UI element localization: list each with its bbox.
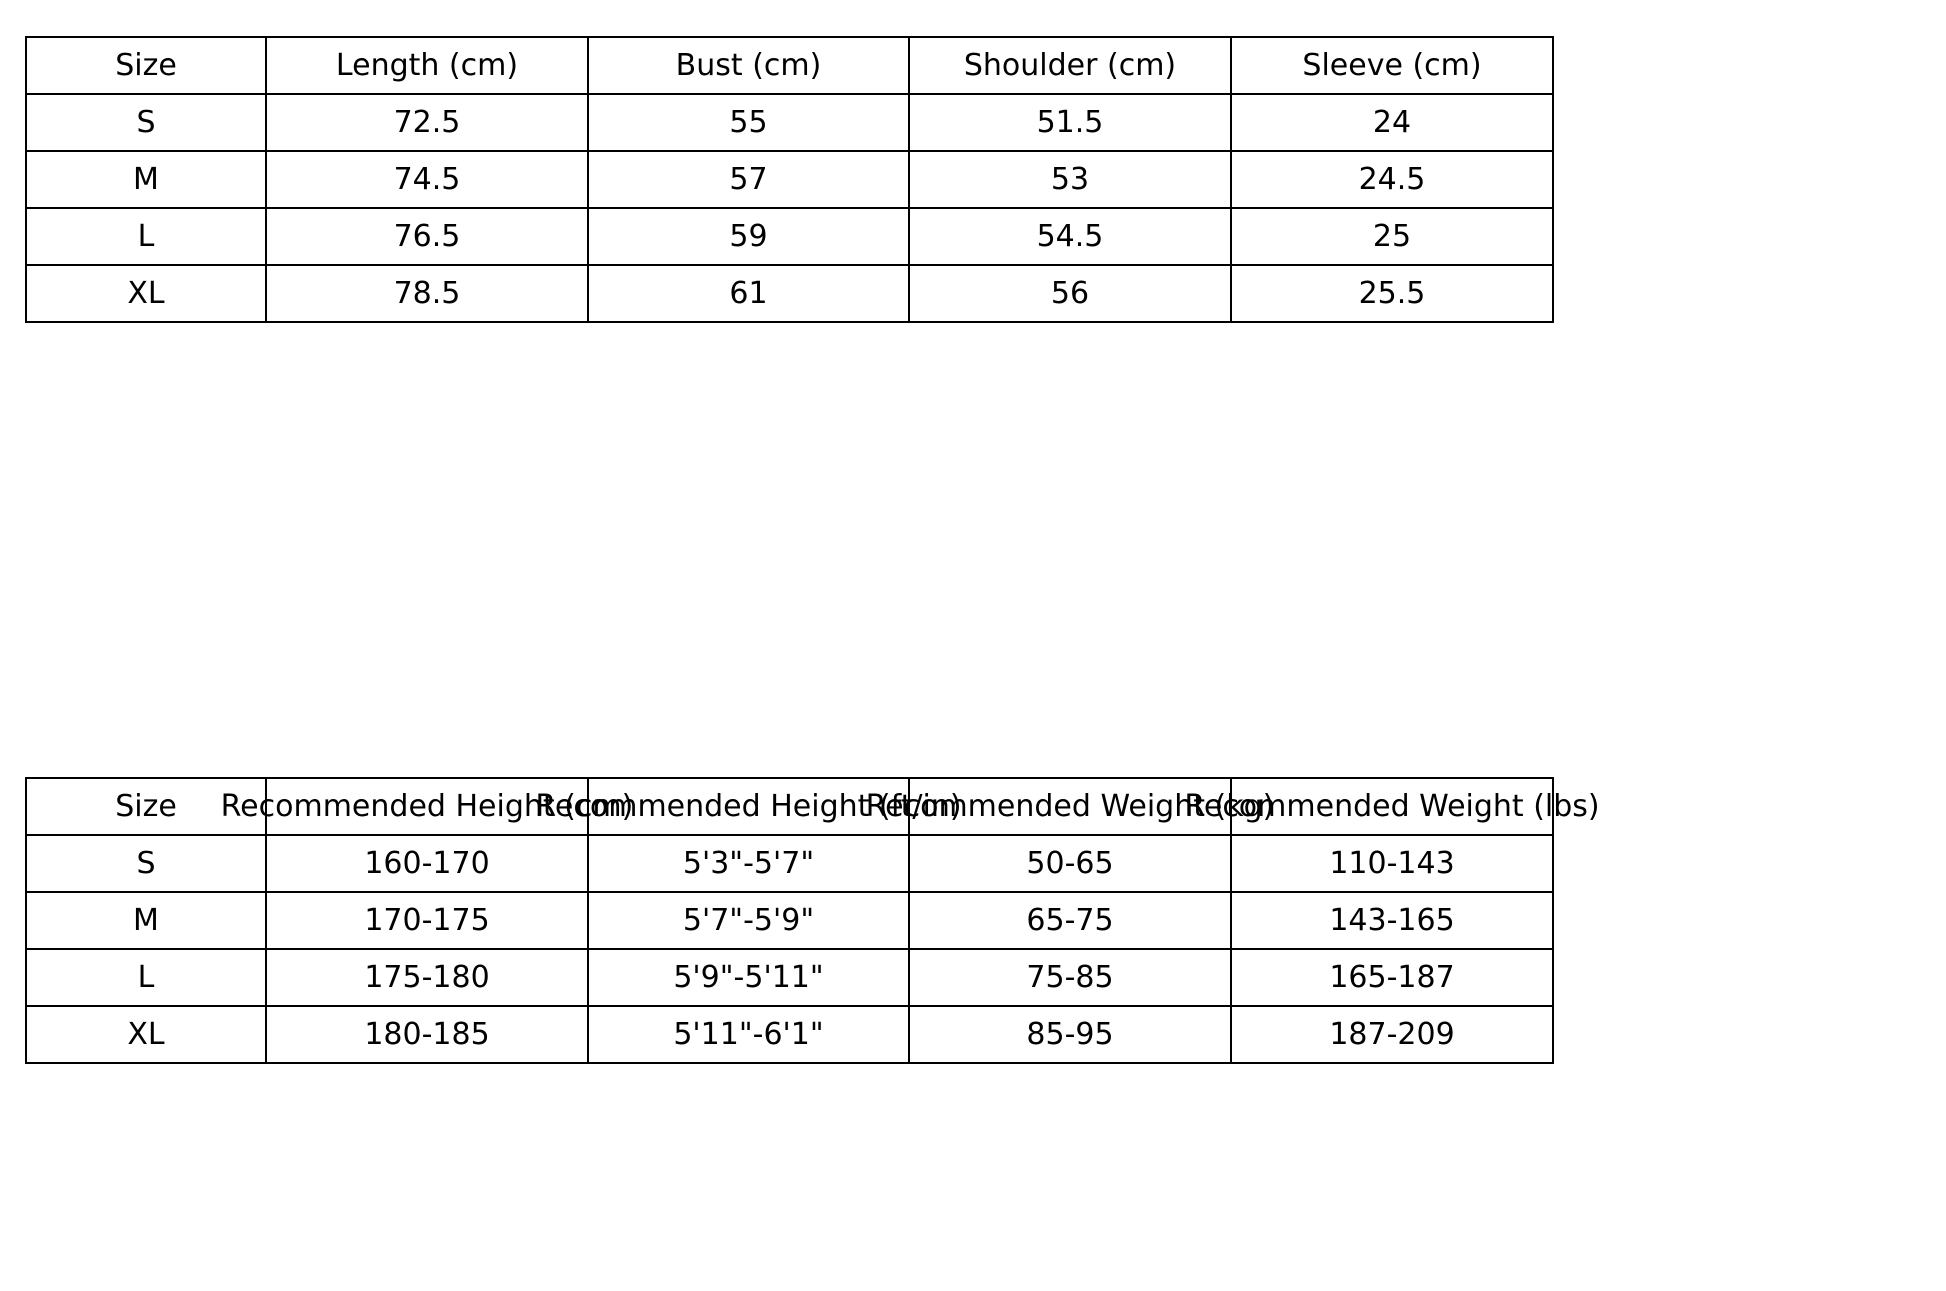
cell-sleeve: 24: [1231, 94, 1553, 151]
cell-size: M: [26, 151, 266, 208]
cell-height-ftin: 5'11"-6'1": [588, 1006, 909, 1063]
table-header-row: [26, 778, 1553, 835]
cell-height-ftin: 5'3"-5'7": [588, 835, 909, 892]
table-row: [26, 892, 1553, 949]
cell-size: L: [26, 208, 266, 265]
cell-weight-lbs: 143-165: [1231, 892, 1553, 949]
cell-height-cm: 175-180: [266, 949, 588, 1006]
table-row: [26, 208, 1553, 265]
column-header-length: Length (cm): [266, 37, 588, 94]
cell-height-cm: 180-185: [266, 1006, 588, 1063]
cell-sleeve: 25: [1231, 208, 1553, 265]
cell-weight-kg: 50-65: [909, 835, 1231, 892]
cell-length: 78.5: [266, 265, 588, 322]
table-header-row: [26, 37, 1553, 94]
column-header-height-ftin-label: Recommended Height (ft/in): [535, 788, 962, 824]
column-header-shoulder: Shoulder (cm): [909, 37, 1231, 94]
cell-shoulder: 56: [909, 265, 1231, 322]
table-row: [26, 151, 1553, 208]
cell-weight-kg: 65-75: [909, 892, 1231, 949]
cell-shoulder: 53: [909, 151, 1231, 208]
column-header-weight-kg-label: Recommended Weight (kg): [865, 788, 1275, 824]
cell-length: 72.5: [266, 94, 588, 151]
cell-bust: 59: [588, 208, 909, 265]
cell-length: 74.5: [266, 151, 588, 208]
cell-height-ftin: 5'7"-5'9": [588, 892, 909, 949]
cell-weight-lbs: 110-143: [1231, 835, 1553, 892]
cell-weight-lbs: 165-187: [1231, 949, 1553, 1006]
cell-weight-lbs: 187-209: [1231, 1006, 1553, 1063]
column-header-sleeve: Sleeve (cm): [1231, 37, 1553, 94]
cell-size: XL: [26, 1006, 266, 1063]
garment-measurements-table: [25, 36, 1554, 323]
column-header-height-ftin: [535, 778, 962, 835]
table-row: [26, 949, 1553, 1006]
cell-bust: 57: [588, 151, 909, 208]
cell-bust: 55: [588, 94, 909, 151]
column-header-weight-lbs-label: Recommended Weight (lbs): [1184, 788, 1600, 824]
cell-bust: 61: [588, 265, 909, 322]
table-row: [26, 1006, 1553, 1063]
table-row: [26, 265, 1553, 322]
column-header-weight-lbs: [1184, 778, 1600, 835]
cell-sleeve: 24.5: [1231, 151, 1553, 208]
column-header-height-cm-label: Recommended Height (cm): [220, 788, 634, 824]
cell-weight-kg: 75-85: [909, 949, 1231, 1006]
cell-weight-kg: 85-95: [909, 1006, 1231, 1063]
cell-height-cm: 160-170: [266, 835, 588, 892]
column-header-bust: Bust (cm): [588, 37, 909, 94]
cell-size: S: [26, 94, 266, 151]
column-header-size-label: Size: [115, 788, 177, 824]
cell-length: 76.5: [266, 208, 588, 265]
recommended-fit-table: [25, 777, 1600, 1064]
cell-shoulder: 54.5: [909, 208, 1231, 265]
column-header-weight-kg: [865, 778, 1275, 835]
cell-size: M: [26, 892, 266, 949]
cell-size: XL: [26, 265, 266, 322]
cell-shoulder: 51.5: [909, 94, 1231, 151]
cell-size: L: [26, 949, 266, 1006]
cell-size: S: [26, 835, 266, 892]
cell-sleeve: 25.5: [1231, 265, 1553, 322]
table-row: [26, 94, 1553, 151]
table-row: [26, 835, 1553, 892]
cell-height-cm: 170-175: [266, 892, 588, 949]
column-header-size: Size: [26, 37, 266, 94]
cell-height-ftin: 5'9"-5'11": [588, 949, 909, 1006]
